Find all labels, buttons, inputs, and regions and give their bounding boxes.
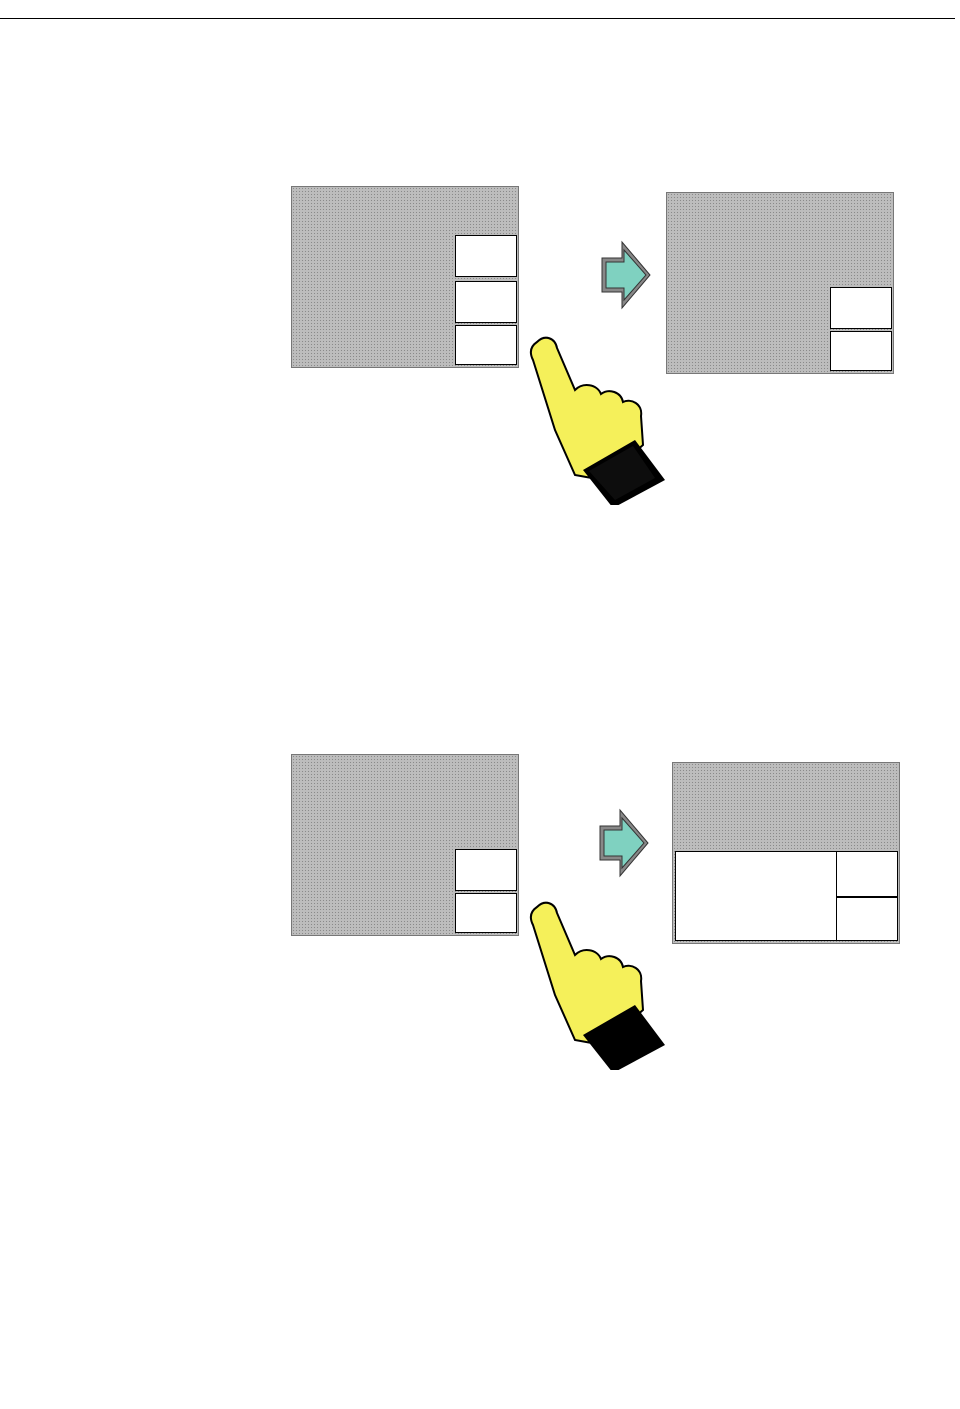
arrow-right-icon — [598, 808, 653, 878]
softkey-ok[interactable] — [455, 325, 517, 365]
lcd-screen-eeprom-delete-2 — [291, 754, 519, 936]
softkey-igen[interactable] — [836, 851, 898, 897]
pointing-hand-icon — [515, 895, 665, 1070]
pointing-hand-icon — [515, 330, 665, 505]
softkey-ok[interactable] — [830, 331, 892, 371]
header-divider — [0, 18, 955, 19]
softkey-ok[interactable] — [455, 893, 517, 933]
softkey-lap-valaszt[interactable] — [455, 235, 517, 277]
softkey-mezot-kijelol[interactable] — [455, 281, 517, 323]
softkey-mezot-kijelol[interactable] — [830, 287, 892, 329]
arrow-right-icon — [600, 240, 655, 310]
lcd-screen-eeprom-delete — [666, 192, 894, 374]
lcd-screen-main-menu — [291, 186, 519, 368]
softkey-mezot-kijelol[interactable] — [455, 849, 517, 891]
warning-box — [675, 851, 837, 941]
lcd-screen-warning — [672, 762, 900, 944]
softkey-nem[interactable] — [836, 897, 898, 941]
